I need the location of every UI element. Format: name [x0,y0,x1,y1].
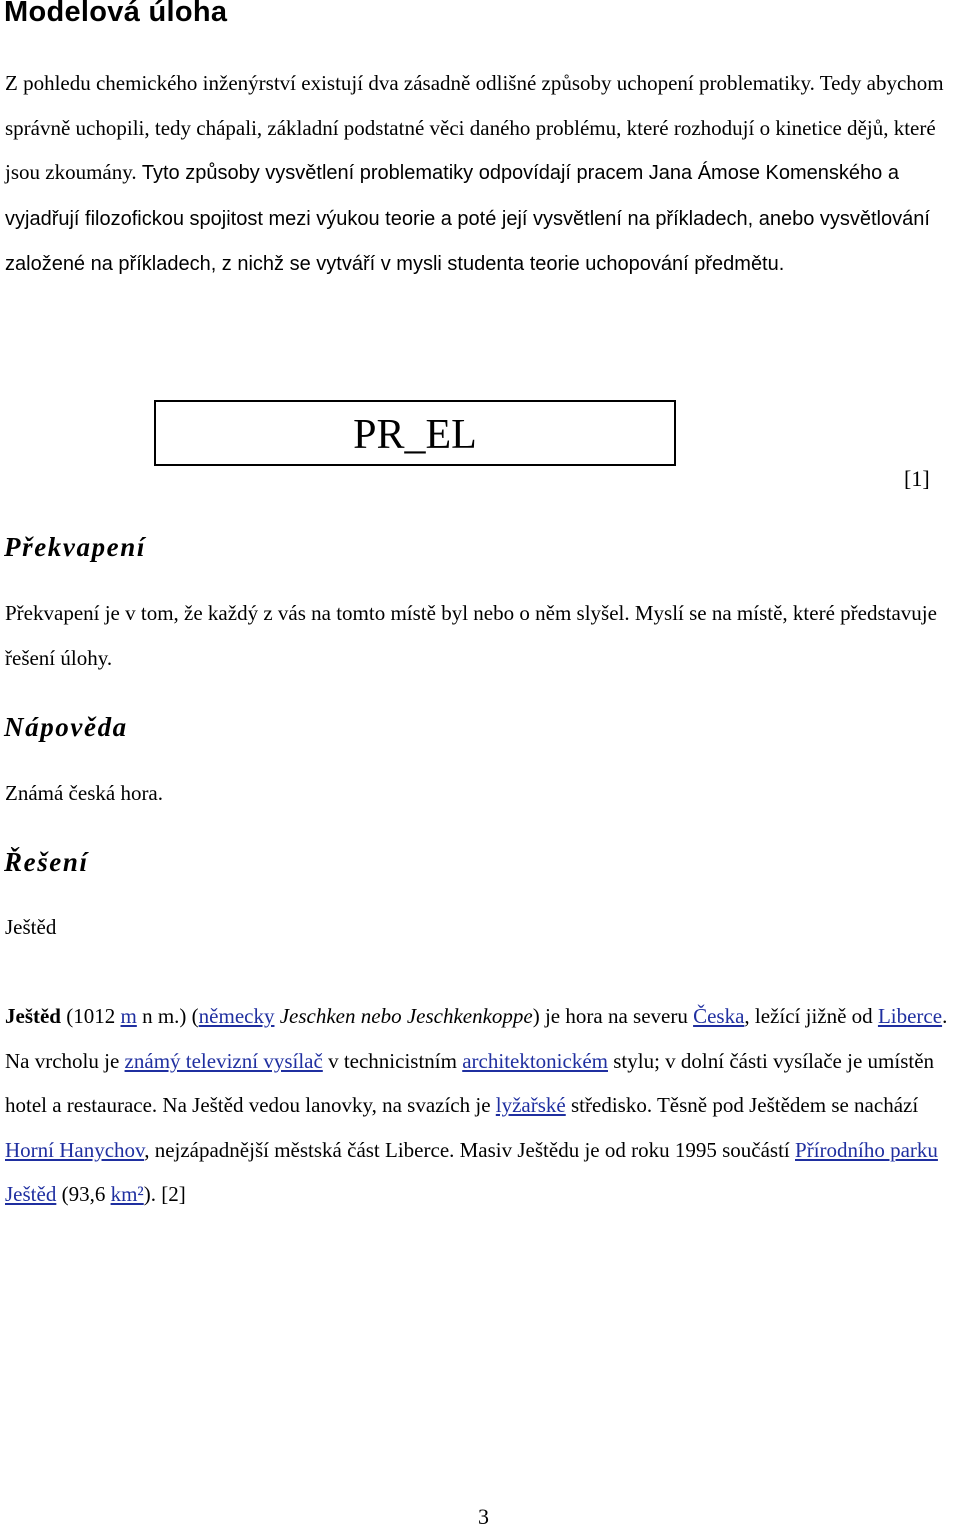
task-reference: [1] [904,466,930,491]
link-architektonickem[interactable]: architektonickém [462,1048,608,1073]
excerpt-text: ) je hora na severu [532,1004,694,1028]
surprise-heading: Překvapení [4,532,146,562]
hint-text: Známá česká hora. [5,781,164,805]
excerpt-term: Ještěd [5,1004,61,1028]
link-ceska[interactable]: Česka [693,1004,745,1028]
link-nemecky[interactable]: německy [198,1004,275,1028]
encyclopedia-excerpt [5,994,960,1217]
excerpt-text: , ležící jižně od [744,1004,878,1028]
excerpt-german-names: Jeschken nebo Jeschkenkoppe [279,1004,533,1028]
excerpt-text: stylu; v dolní části vysílače je umístěn hotel a restaurace. Na Ještěd vedou lanovky, na svazích je [5,1048,935,1117]
excerpt-text: ). [2] [143,1182,186,1206]
intro-text-part2: Tyto způsoby vysvětlení problematiky odpovídají pracem Jana Ámose Komenského a vyjadřují filozofickou spojitost mezi výukou teorie a poté její vysvětlení na příkladech, anebo vysvětlování založené na příkladech, z nichž se vytváří v mysli studenta teorie uchopování předmětu. [5,162,930,275]
solution-text: Ještěd [5,915,57,939]
excerpt-text: , nejzápadnější městská část Liberce. Masiv Ještědu je od roku 1995 součástí [144,1137,796,1162]
link-metr[interactable]: m [120,1004,137,1028]
excerpt-text: středisko. Těsně pod Ještědem se nachází [565,1093,919,1117]
excerpt-text: (93,6 [56,1182,111,1206]
surprise-text: Překvapení je v tom, že každý z vás na tomto místě byl nebo o něm slyšel. Myslí se na místě, které představuje řešení úlohy. [5,601,937,670]
link-lyzarske[interactable]: lyžařské [495,1093,566,1117]
link-vysilac[interactable]: známý televizní vysílač [124,1048,323,1073]
hint-heading: Nápověda [4,712,128,742]
excerpt-text: n m.) ( [136,1004,199,1028]
link-prirodni-park[interactable]: Přírodního parku Ještěd [5,1137,938,1206]
link-liberce[interactable]: Liberce [877,1004,943,1028]
solution-heading: Řešení [4,847,89,877]
link-km2[interactable]: km² [110,1182,144,1206]
task-name-box [154,400,676,466]
intro-paragraph [5,61,957,287]
excerpt-text: . Na vrcholu je [5,1004,948,1073]
page-number: 3 [478,1504,489,1529]
excerpt-text: v technicistním [322,1048,463,1073]
link-horni-hanychov[interactable]: Horní Hanychov [5,1137,145,1162]
excerpt-text: (1012 [61,1004,121,1028]
task-name: PR_EL [353,412,477,458]
page-title: Modelová úloha [4,0,228,28]
intro-text-part1: Z pohledu chemického inženýrství existují dva zásadně odlišné způsoby uchopení problematiky. Tedy abychom správně uchopili, tedy chápali, základní podstatné věci daného problému, které rozhodují o kinetice dějů, které jsou zkoumány. [5,71,944,184]
